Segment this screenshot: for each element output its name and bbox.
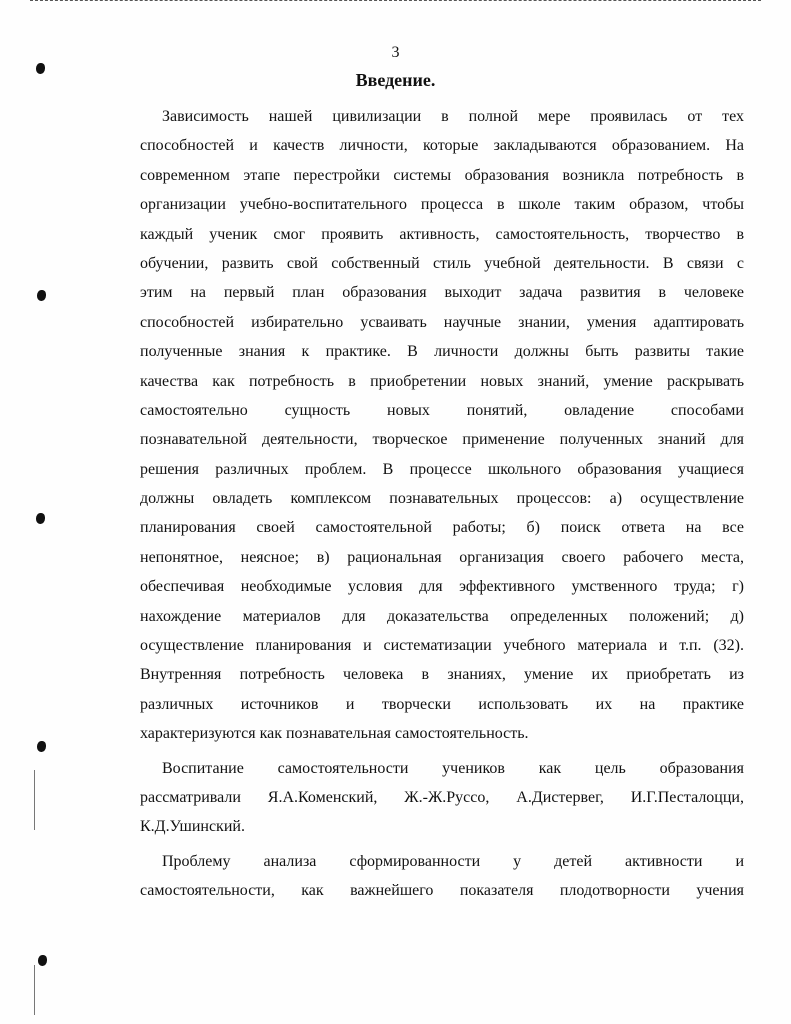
page-number: 3	[391, 44, 400, 61]
text-line: познавательной деятельности, творческое применение полученных знаний для	[140, 431, 744, 449]
binding-hole-3	[36, 513, 45, 524]
text-line: каждый ученик смог проявить активность, самостоятельность, творчество в	[140, 225, 744, 243]
text-line: этим на первый план образования выходит задача развития в человеке	[140, 284, 744, 302]
text-line: качества как потребность в приобретении новых знаний, умение раскрывать	[140, 372, 744, 390]
text-line: рассматривали Я.А.Коменский, Ж.-Ж.Руссо, А.Дистервег, И.Г.Песталоцци,	[140, 788, 744, 806]
text-line: полученные знания к практике. В личности должны быть развиты такие	[140, 343, 744, 361]
text-line: решения различных проблем. В процессе школьного образования учащиеся	[140, 460, 744, 478]
text-line: самостоятельно сущность новых понятий, овладение способами	[140, 401, 744, 419]
text-line: осуществление планирования и систематизации учебного материала и т.п. (32).	[140, 637, 744, 655]
text-line: современном этапе перестройки системы образования возникла потребность в	[140, 166, 744, 184]
margin-mark	[34, 770, 35, 830]
text-line: способностей избирательно усваивать научные знании, умения адаптировать	[140, 313, 744, 331]
margin-mark	[34, 965, 35, 1015]
binding-hole-4	[37, 741, 46, 752]
text-line: различных источников и творчески использовать их на практике	[140, 695, 744, 713]
text-line: самостоятельности, как важнейшего показателя плодотворности учения	[140, 882, 744, 900]
binding-hole-2	[37, 290, 46, 301]
text-line: К.Д.Ушинский.	[140, 818, 245, 836]
text-line: обучении, развить свой собственный стиль учебной деятельности. В связи с	[140, 254, 744, 272]
text-line: должны овладеть комплексом познавательных процессов: а) осуществление	[140, 490, 744, 508]
text-line: обеспечивая необходимые условия для эффективного умственного труда; г)	[140, 578, 744, 596]
text-line: характеризуются как познавательная самостоятельность.	[140, 725, 529, 743]
top-edge-rule	[30, 0, 761, 3]
text-line: Внутренняя потребность человека в знаниях, умение их приобретать из	[140, 666, 744, 684]
binding-hole-5	[38, 955, 47, 966]
text-line: Зависимость нашей цивилизации в полной мере проявилась от тех	[162, 108, 744, 125]
text-line: организации учебно-воспитательного процесса в школе таким образом, чтобы	[140, 196, 744, 214]
text-line: нахождение материалов для доказательства определенных положений; д)	[140, 607, 744, 625]
text-line: непонятное, неясное; в) рациональная организация своего рабочего места,	[140, 548, 744, 566]
text-line: Проблему анализа сформированности у детей активности и	[162, 852, 744, 870]
body-text	[140, 102, 744, 906]
text-line: планирования своей самостоятельной работы; б) поиск ответа на все	[140, 519, 744, 537]
text-line: способностей и качеств личности, которые закладываются образованием. На	[140, 137, 744, 155]
page-title: Введение.	[355, 70, 436, 90]
text-line: Воспитание самостоятельности учеников как цель образования	[162, 759, 744, 777]
